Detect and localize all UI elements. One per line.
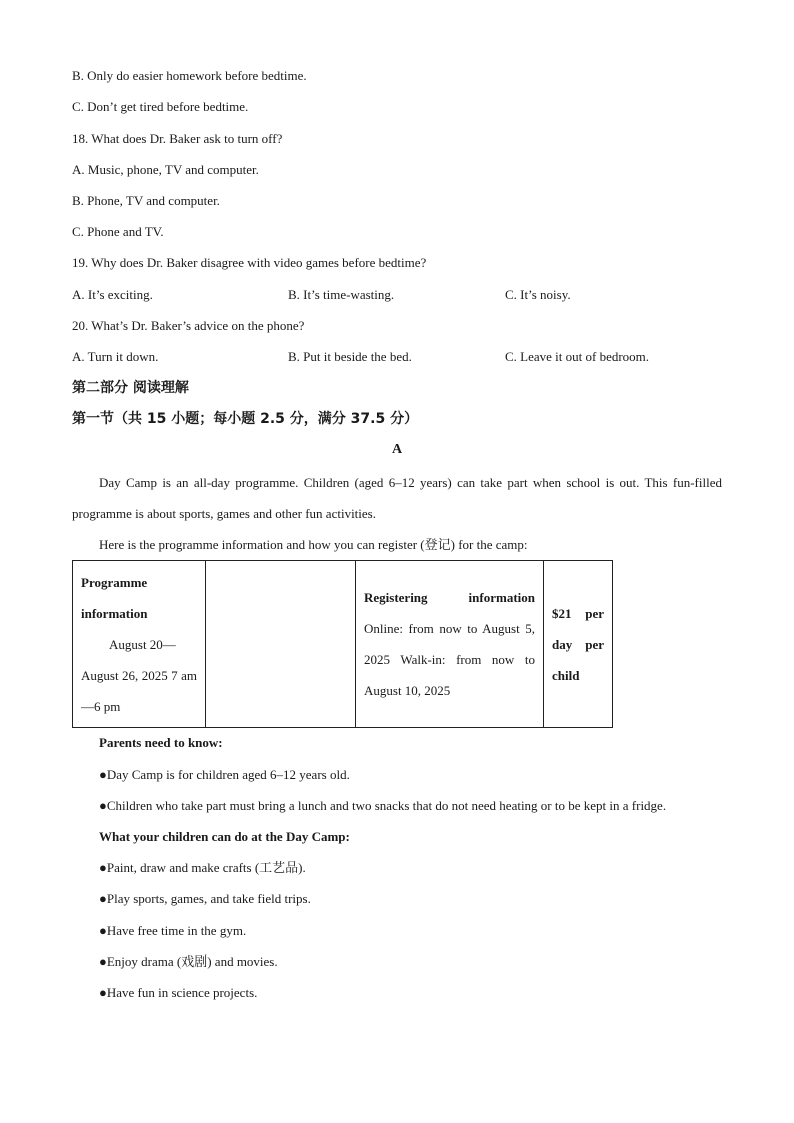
programme-dates-end: August 26, 2025 7 am—6 pm	[81, 667, 197, 714]
section-one-heading: 第一节（共 15 小题；每小题 2.5 分，满分 37.5 分）	[72, 411, 419, 427]
option-20c: C. Leave it out of bedroom.	[505, 349, 650, 364]
activities-item: ●Have fun in science projects.	[99, 985, 258, 1000]
parents-heading: Parents need to know:	[99, 735, 223, 750]
option-19c: C. It’s noisy.	[505, 287, 571, 302]
registering-info-cell	[356, 561, 544, 728]
option-17c: C. Don’t get tired before bedtime.	[72, 99, 249, 114]
question-19: 19. Why does Dr. Baker disagree with video games before bedtime?	[72, 255, 427, 270]
part-two-heading: 第二部分 阅读理解	[72, 380, 189, 396]
activities-item: ●Have free time in the gym.	[99, 923, 247, 938]
option-18c: C. Phone and TV.	[72, 224, 164, 239]
programme-dates-start: August 20—	[109, 636, 176, 652]
programme-table	[72, 560, 613, 728]
option-18a: A. Music, phone, TV and computer.	[72, 162, 259, 177]
price-cell: $21 per day per child	[544, 561, 613, 728]
option-19a: A. It’s exciting.	[72, 287, 153, 302]
option-18b: B. Phone, TV and computer.	[72, 193, 220, 208]
empty-cell	[206, 561, 356, 728]
programme-info-cell	[73, 561, 206, 728]
option-20b: B. Put it beside the bed.	[288, 349, 412, 364]
activities-item: ●Enjoy drama (戏剧) and movies.	[99, 954, 278, 969]
registering-info-title: Registering information	[364, 590, 535, 605]
question-18: 18. What does Dr. Baker ask to turn off?	[72, 131, 283, 146]
activities-item: ●Play sports, games, and take field trips.	[99, 891, 311, 906]
question-20: 20. What’s Dr. Baker’s advice on the phone?	[72, 318, 305, 333]
passage-label: A	[391, 442, 403, 457]
intro-paragraph: Day Camp is an all-day programme. Children (aged 6–12 years) can take part when school is out. This fun-filled programme is about sports, games and other fun activities.	[72, 475, 722, 521]
registering-dates: Online: from now to August 5, 2025 Walk-in: from now to August 10, 2025	[364, 621, 535, 698]
parents-item: ●Day Camp is for children aged 6–12 years old.	[99, 767, 350, 782]
intro-register-line: Here is the programme information and how you can register (登记) for the camp:	[99, 537, 528, 552]
option-19b: B. It’s time-wasting.	[288, 287, 395, 302]
programme-info-title: Programme information	[81, 574, 148, 621]
activities-heading: What your children can do at the Day Camp:	[99, 829, 350, 844]
parents-item: ●Children who take part must bring a lunch and two snacks that do not need heating or to be kept in a fridge.	[99, 798, 667, 813]
option-17b: B. Only do easier homework before bedtime.	[72, 68, 307, 83]
option-20a: A. Turn it down.	[72, 349, 159, 364]
activities-item: ●Paint, draw and make crafts (工艺品).	[99, 860, 306, 875]
